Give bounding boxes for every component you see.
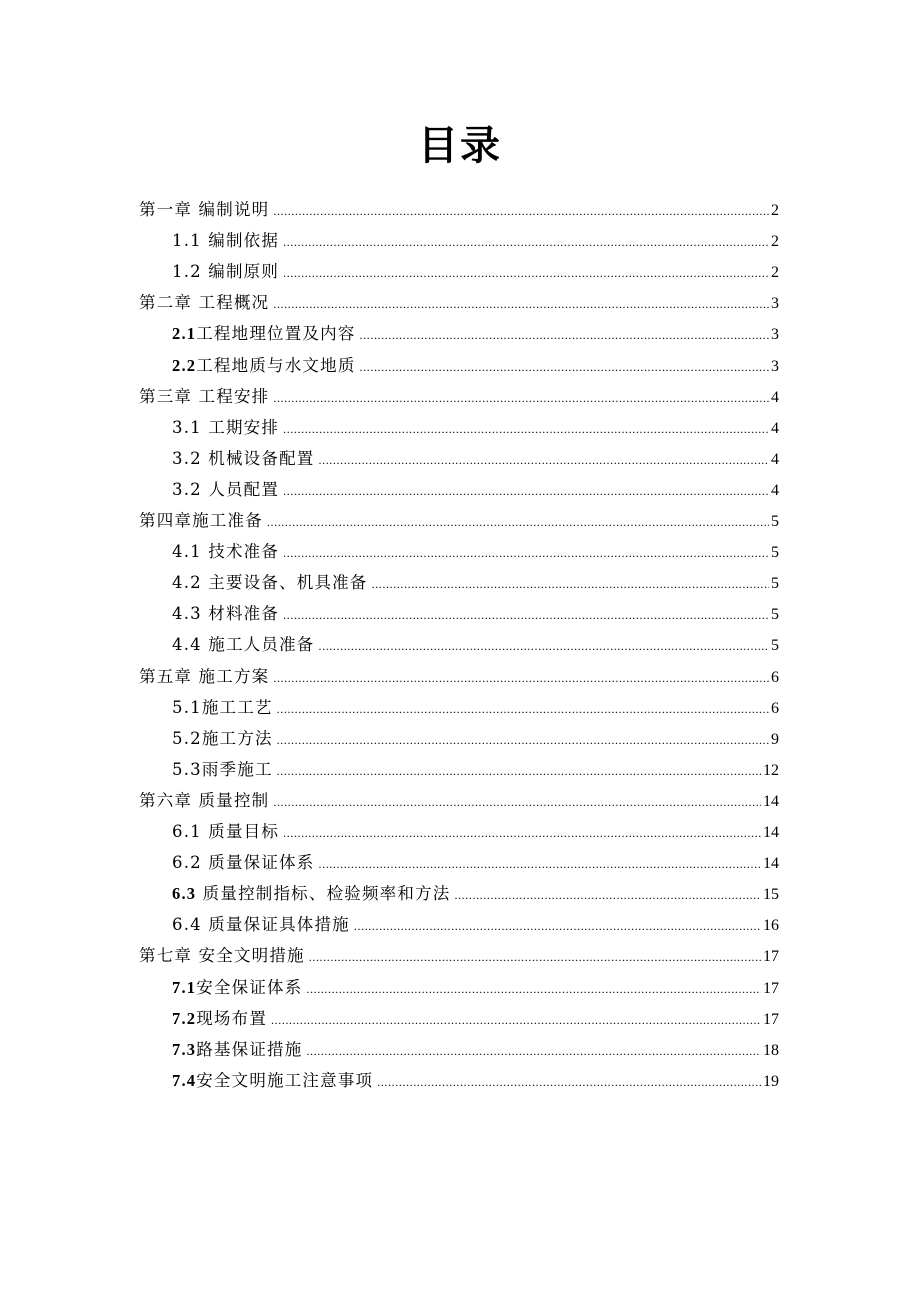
toc-entry-text: 第七章 安全文明措施 [139, 946, 305, 966]
toc-entry-text: 4.3 材料准备 [172, 604, 280, 624]
toc-dot-leader [283, 258, 769, 289]
toc-entry-text: 第一章 编制说明 [139, 200, 270, 219]
toc-entry-label [172, 474, 279, 505]
toc-chapter-entry[interactable] [139, 287, 779, 318]
toc-entry-number: 2.2 [172, 355, 197, 375]
toc-entry-text: 第六章 质量控制 [139, 790, 270, 810]
toc-section-entry[interactable] [172, 443, 779, 474]
toc-entry-text: 6.2 质量保证体系 [172, 853, 315, 873]
toc-entry-number: 7.1 [172, 977, 197, 997]
toc-entry-text: 4.1 技术准备 [172, 542, 280, 562]
toc-page-number: 6 [771, 699, 779, 717]
toc-chapter-entry[interactable] [139, 381, 779, 412]
toc-page-number: 2 [771, 233, 779, 251]
toc-dot-leader [283, 538, 769, 569]
toc-entry-label [139, 287, 269, 318]
toc-section-entry[interactable] [172, 972, 779, 1003]
toc-dot-leader [283, 414, 769, 445]
toc-entry-label [139, 194, 269, 225]
toc-dot-leader [309, 942, 761, 973]
toc-dot-leader [319, 445, 770, 476]
toc-entry-label [172, 536, 279, 567]
toc-page-number: 4 [771, 481, 779, 499]
toc-page-number: 6 [771, 668, 779, 686]
toc-chapter-entry[interactable] [139, 785, 779, 816]
toc-entry-text: 路基保证措施 [196, 1039, 303, 1059]
toc-entry-text: 5.1施工工艺 [172, 697, 273, 717]
toc-page-number: 5 [771, 513, 779, 530]
toc-section-entry[interactable] [172, 567, 779, 598]
toc-entry-label [172, 412, 279, 443]
toc-entry-text: 质量控制指标、检验频率和方法 [196, 884, 451, 904]
toc-entry-label [139, 661, 269, 692]
toc-entry-text: 4.4 施工人员准备 [172, 635, 315, 655]
toc-entry-label [172, 1003, 267, 1034]
toc-page-number: 19 [763, 1072, 779, 1090]
toc-entry-text: 第五章 施工方案 [139, 666, 270, 686]
toc-section-entry[interactable] [172, 225, 779, 256]
toc-entry-text: 1.1 编制依据 [172, 231, 280, 251]
toc-dot-leader [273, 663, 769, 694]
toc-page-number: 2 [771, 202, 779, 219]
toc-page-number: 18 [763, 1041, 779, 1059]
toc-page-number: 5 [771, 544, 779, 562]
toc-dot-leader [360, 352, 769, 383]
toc-page-number: 17 [763, 1010, 779, 1028]
toc-chapter-entry[interactable] [139, 194, 779, 225]
toc-page-number: 5 [771, 637, 779, 655]
toc-page-number: 17 [763, 979, 779, 997]
toc-entry-text: 4.2 主要设备、机具准备 [172, 573, 368, 593]
toc-entry-text: 6.4 质量保证具体措施 [172, 915, 350, 935]
toc-entry-label [172, 847, 315, 878]
toc-dot-leader [271, 1005, 761, 1036]
toc-page-number: 4 [771, 388, 779, 406]
toc-page-number: 14 [763, 855, 779, 873]
toc-entry-text: 5.2施工方法 [172, 728, 273, 748]
toc-page-number: 12 [763, 761, 779, 779]
toc-entry-label [172, 256, 279, 287]
toc-section-entry[interactable] [172, 598, 779, 629]
toc-dot-leader [454, 880, 761, 911]
toc-page-number: 5 [771, 606, 779, 624]
toc-section-entry[interactable] [172, 536, 779, 567]
toc-entry-number: 2.1 [172, 324, 197, 344]
toc-entry-number: 7.3 [172, 1039, 197, 1059]
toc-entry-text: 第四章施工准备 [139, 511, 263, 530]
toc-entry-label [172, 972, 302, 1003]
toc-dot-leader [360, 320, 769, 351]
toc-section-entry[interactable] [172, 1065, 779, 1096]
toc-dot-leader [283, 600, 769, 631]
toc-entry-label [172, 443, 315, 474]
toc-dot-leader [277, 725, 769, 756]
toc-section-entry[interactable] [172, 847, 779, 878]
toc-entry-text: 3.2 人员配置 [172, 479, 280, 499]
toc-page-number: 17 [763, 948, 779, 966]
toc-page-number: 5 [771, 575, 779, 593]
toc-dot-leader [319, 849, 762, 880]
toc-entry-text: 工程地理位置及内容 [196, 324, 356, 344]
toc-page-number: 2 [771, 264, 779, 282]
toc-page-number: 14 [763, 824, 779, 841]
toc-entry-text: 工程地质与水文地质 [196, 355, 356, 375]
toc-entry-text: 1.2 编制原则 [172, 262, 280, 282]
toc-entry-label [172, 816, 279, 847]
toc-entry-label [172, 225, 279, 256]
toc-entry-label [172, 723, 273, 754]
toc-section-entry[interactable] [172, 1034, 779, 1065]
toc-page-number: 15 [763, 886, 779, 904]
toc-dot-leader [306, 1036, 761, 1067]
toc-entry-label [172, 909, 350, 940]
toc-page-number: 16 [763, 917, 779, 935]
toc-chapter-entry[interactable] [139, 505, 779, 536]
toc-entry-label [139, 505, 263, 536]
toc-entry-label [172, 692, 273, 723]
toc-entry-label [172, 878, 450, 909]
toc-chapter-entry[interactable] [139, 940, 779, 971]
toc-section-entry[interactable] [172, 909, 779, 940]
toc-section-entry[interactable] [172, 1003, 779, 1034]
toc-page-number: 3 [771, 357, 779, 375]
toc-dot-leader [319, 631, 770, 662]
toc-entry-label [172, 629, 315, 660]
toc-section-entry[interactable] [172, 754, 779, 785]
toc-section-entry[interactable] [172, 629, 779, 660]
page-title: 目录 [418, 123, 502, 169]
toc-entry-text: 第二章 工程概况 [139, 293, 270, 313]
toc-page-number: 9 [771, 730, 779, 748]
toc-entry-text: 6.1 质量目标 [172, 822, 280, 841]
toc-entry-label [172, 350, 356, 381]
toc-page-number: 14 [763, 792, 779, 810]
toc-section-entry[interactable] [172, 412, 779, 443]
toc-page-number: 4 [771, 450, 779, 468]
toc-dot-leader [372, 569, 769, 600]
toc-entry-number: 6.3 [172, 884, 197, 904]
toc-dot-leader [283, 818, 761, 849]
toc-dot-leader [273, 787, 761, 818]
toc-chapter-entry[interactable] [139, 661, 779, 692]
toc-section-entry[interactable] [172, 256, 779, 287]
toc-entry-label [172, 567, 368, 598]
toc-entry-text: 安全保证体系 [196, 977, 303, 997]
toc-entry-label [172, 1034, 302, 1065]
toc-section-entry[interactable] [172, 318, 779, 349]
toc-entry-number: 7.4 [172, 1070, 197, 1090]
toc-dot-leader [273, 383, 769, 414]
toc-page-number: 3 [771, 326, 779, 344]
toc-entry-text: 3.2 机械设备配置 [172, 448, 315, 468]
toc-dot-leader [277, 694, 769, 725]
toc-entry-label [172, 1065, 373, 1096]
toc-entry-text: 5.3雨季施工 [172, 759, 273, 779]
toc-entry-label [172, 318, 356, 349]
toc-section-entry[interactable] [172, 350, 779, 381]
toc-entry-label [139, 940, 305, 971]
toc-section-entry[interactable] [172, 816, 779, 847]
toc-entry-number: 7.2 [172, 1008, 197, 1028]
toc-page-number: 4 [771, 419, 779, 437]
toc-entry-label [139, 785, 269, 816]
toc-entry-label [172, 754, 273, 785]
toc-dot-leader [354, 911, 761, 942]
toc-entry-text: 3.1 工期安排 [172, 417, 280, 437]
toc-entry-text: 安全文明施工注意事项 [196, 1070, 374, 1090]
toc-dot-leader [306, 974, 761, 1005]
toc-section-entry[interactable] [172, 723, 779, 754]
toc-section-entry[interactable] [172, 474, 779, 505]
toc-page-number: 3 [771, 295, 779, 313]
toc-dot-leader [267, 507, 769, 538]
toc-section-entry[interactable] [172, 878, 779, 909]
toc-dot-leader [273, 289, 769, 320]
toc-dot-leader [283, 476, 769, 507]
toc-dot-leader [283, 227, 769, 258]
toc-dot-leader [377, 1067, 761, 1098]
toc-entry-text: 第三章 工程安排 [139, 386, 270, 406]
toc-entry-label [172, 598, 279, 629]
toc-entry-text: 现场布置 [196, 1008, 268, 1028]
toc-dot-leader [277, 756, 761, 787]
toc-dot-leader [273, 196, 769, 227]
toc-section-entry[interactable] [172, 692, 779, 723]
toc-entry-label [139, 381, 269, 412]
